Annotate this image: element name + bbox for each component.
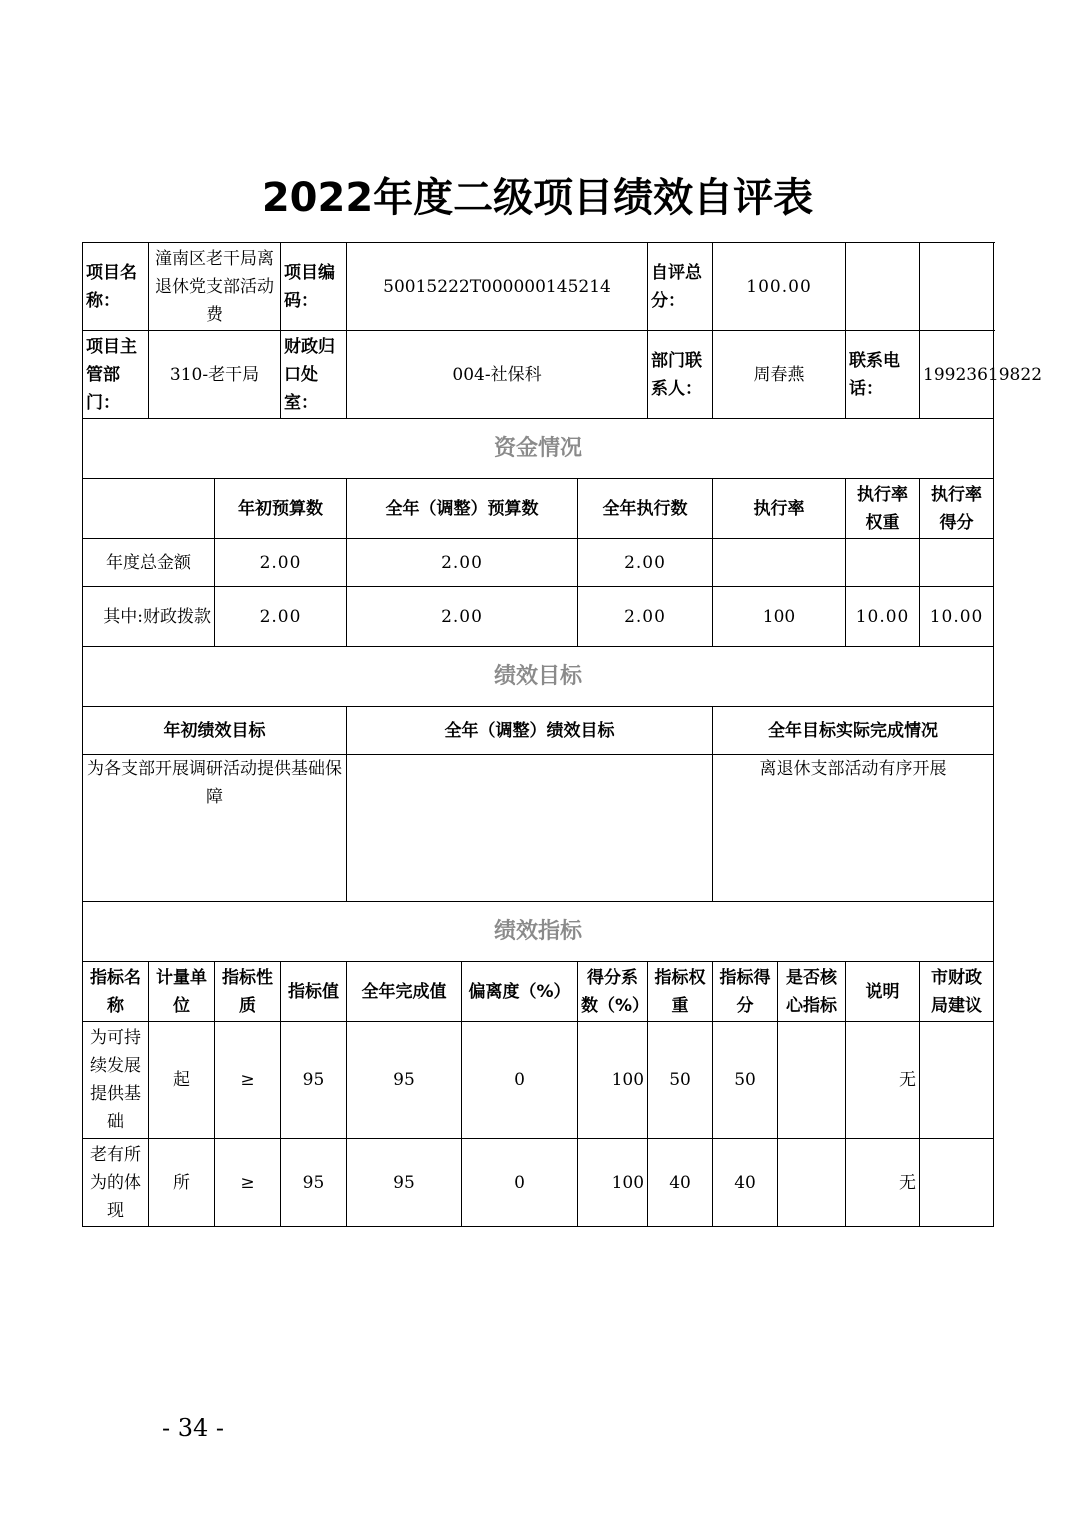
self-score-value: 100.00: [713, 243, 846, 331]
document-title: 2022年度二级项目绩效自评表: [261, 175, 814, 221]
ind-deviation: 0: [462, 1022, 578, 1139]
funds-header-adjusted: 全年（调整）预算数: [347, 479, 578, 539]
ind-header-name: 指标名称: [83, 962, 149, 1022]
ind-nature: ≥: [215, 1139, 281, 1227]
funds-row-label: 年度总金额: [83, 539, 215, 587]
ind-header-core: 是否核心指标: [778, 962, 846, 1022]
funds-score: 10.00: [920, 587, 994, 647]
funds-header-weight: 执行率权重: [846, 479, 920, 539]
dept-value: 310-老干局: [149, 331, 281, 419]
funds-weight: 10.00: [846, 587, 920, 647]
project-name-value: 潼南区老干局离退休党支部活动费: [149, 243, 281, 331]
ind-core: [778, 1139, 846, 1227]
ind-unit: 所: [149, 1139, 215, 1227]
ind-score: 40: [713, 1139, 778, 1227]
funds-initial: 2.00: [215, 539, 347, 587]
funds-adjusted: 2.00: [347, 587, 578, 647]
funds-executed: 2.00: [578, 539, 713, 587]
ind-deviation: 0: [462, 1139, 578, 1227]
ind-coef: 100: [578, 1139, 648, 1227]
goals-section-title: 绩效目标: [83, 647, 994, 707]
funds-header-empty: [83, 479, 215, 539]
self-score-label: 自评总分：: [648, 243, 713, 331]
funds-executed: 2.00: [578, 587, 713, 647]
funds-header-row: [83, 479, 994, 539]
ind-header-deviation: 偏离度（%）: [462, 962, 578, 1022]
project-code-label: 项目编码：: [281, 243, 347, 331]
project-name-label: 项目名称：: [83, 243, 149, 331]
funds-section-title: 资金情况: [83, 419, 994, 479]
empty-cell: [920, 243, 994, 331]
contact-label: 部门联系人：: [648, 331, 713, 419]
goals-header-row: [83, 707, 994, 755]
funds-header-initial: 年初预算数: [215, 479, 347, 539]
ind-nature: ≥: [215, 1022, 281, 1139]
funds-row-label: 其中:财政拨款: [83, 587, 215, 647]
ind-note: 无: [846, 1139, 920, 1227]
goals-header-adjusted: 全年（调整）绩效目标: [347, 707, 713, 755]
ind-header-value: 指标值: [281, 962, 347, 1022]
goals-adjusted-text: [347, 755, 713, 902]
funds-header-score: 执行率得分: [920, 479, 994, 539]
indicators-section-title: 绩效指标: [83, 902, 994, 962]
indicator-row: [83, 1022, 994, 1139]
ind-header-coef: 得分系数（%）: [578, 962, 648, 1022]
indicators-header-row: [83, 962, 994, 1022]
goals-initial-text: 为各支部开展调研活动提供基础保障: [83, 755, 347, 902]
funds-row-total: [83, 539, 994, 587]
ind-weight: 40: [648, 1139, 713, 1227]
indicator-row: [83, 1139, 994, 1227]
indicators-section-row: [83, 902, 994, 962]
self-evaluation-table: [82, 242, 1043, 1227]
page-number: - 34 -: [162, 1414, 225, 1442]
goals-header-initial: 年初绩效目标: [83, 707, 347, 755]
funds-header-rate: 执行率: [713, 479, 846, 539]
goals-actual-text: 离退休支部活动有序开展: [713, 755, 994, 902]
ind-header-note: 说明: [846, 962, 920, 1022]
office-value: 004-社保科: [347, 331, 648, 419]
goals-section-row: [83, 647, 994, 707]
funds-score: [920, 539, 994, 587]
ind-advice: [920, 1139, 994, 1227]
funds-header-executed: 全年执行数: [578, 479, 713, 539]
funds-initial: 2.00: [215, 587, 347, 647]
funds-row-fiscal: [83, 587, 994, 647]
ind-weight: 50: [648, 1022, 713, 1139]
funds-adjusted: 2.00: [347, 539, 578, 587]
phone-value: 19923619822: [920, 331, 994, 419]
funds-section-row: [83, 419, 994, 479]
phone-label: 联系电话：: [846, 331, 920, 419]
ind-unit: 起: [149, 1022, 215, 1139]
ind-header-advice: 市财政局建议: [920, 962, 994, 1022]
ind-header-completed: 全年完成值: [347, 962, 462, 1022]
ind-value: 95: [281, 1139, 347, 1227]
funds-rate: [713, 539, 846, 587]
funds-rate: 100: [713, 587, 846, 647]
funds-weight: [846, 539, 920, 587]
project-row-1: [83, 243, 994, 331]
ind-name: 老有所为的体现: [83, 1139, 149, 1227]
contact-value: 周春燕: [713, 331, 846, 419]
ind-value: 95: [281, 1022, 347, 1139]
ind-coef: 100: [578, 1022, 648, 1139]
ind-note: 无: [846, 1022, 920, 1139]
ind-header-nature: 指标性质: [215, 962, 281, 1022]
ind-header-unit: 计量单位: [149, 962, 215, 1022]
ind-completed: 95: [347, 1022, 462, 1139]
ind-completed: 95: [347, 1139, 462, 1227]
goals-content-row: [83, 755, 994, 902]
project-code-value: 50015222T000000145214: [347, 243, 648, 331]
office-label: 财政归口处室：: [281, 331, 347, 419]
ind-header-weight: 指标权重: [648, 962, 713, 1022]
ind-score: 50: [713, 1022, 778, 1139]
project-row-2: [83, 331, 994, 419]
ind-name: 为可持续发展提供基础: [83, 1022, 149, 1139]
goals-header-actual: 全年目标实际完成情况: [713, 707, 994, 755]
ind-advice: [920, 1022, 994, 1139]
ind-header-score: 指标得分: [713, 962, 778, 1022]
ind-core: [778, 1022, 846, 1139]
empty-cell: [846, 243, 920, 331]
dept-label: 项目主管部门：: [83, 331, 149, 419]
